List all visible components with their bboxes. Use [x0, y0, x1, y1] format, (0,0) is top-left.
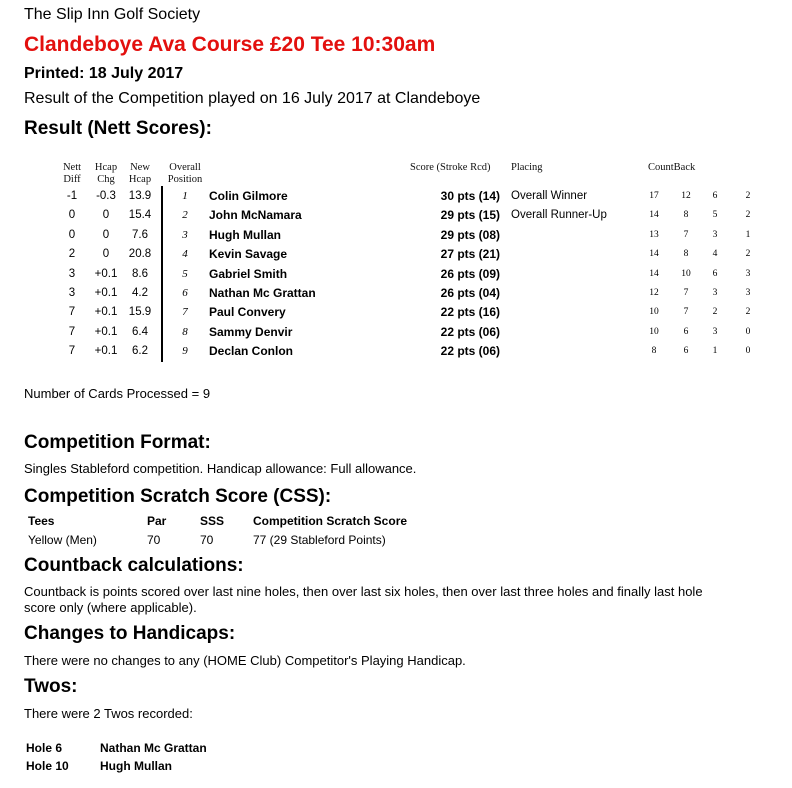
score-cell: 26 pts (09)	[440, 266, 500, 281]
player-name-cell: Colin Gilmore	[209, 189, 288, 203]
countback-cell: 6	[712, 191, 718, 201]
css-value-score: 77 (29 Stableford Points)	[253, 533, 386, 547]
countback-cell: 14	[649, 249, 659, 260]
countback-cell: 2	[745, 210, 751, 221]
css-header-sss: SSS	[200, 514, 225, 528]
countback-cell: 6	[683, 346, 689, 357]
nett-diff-cell: 3	[68, 267, 76, 280]
new-hcap-cell: 7.6	[132, 228, 148, 241]
col-header-hcap-line1: Hcap	[94, 162, 118, 173]
col-header-overall-position	[161, 162, 209, 186]
player-name-cell: Nathan Mc Grattan	[209, 286, 316, 300]
player-name-cell: Hugh Mullan	[209, 227, 281, 242]
col-header-new-line2: Hcap	[128, 174, 152, 185]
result-summary-line: Result of the Competition played on 16 July 2017 at Clandeboye	[24, 90, 481, 107]
hcap-chg-cell: 0	[102, 248, 110, 261]
nett-diff-cell: 2	[68, 248, 76, 261]
nett-diff-cell: 7	[68, 325, 76, 338]
new-hcap-cell: 15.4	[128, 209, 152, 222]
hcap-chg-cell: +0.1	[94, 267, 118, 280]
result-heading: Result (Nett Scores):	[24, 118, 212, 139]
hcap-chg-cell: +0.1	[94, 345, 118, 358]
table-row	[0, 265, 792, 284]
twos-text: There were 2 Twos recorded:	[24, 706, 193, 721]
countback-cell: 14	[649, 268, 659, 279]
nett-diff-cell: -1	[66, 190, 78, 202]
new-hcap-cell: 20.8	[128, 248, 152, 261]
twos-hole: Hole 6	[26, 741, 63, 755]
new-hcap-cell: 15.9	[128, 306, 152, 319]
col-header-nett-diff	[56, 162, 88, 186]
col-header-placing: Placing	[511, 162, 543, 173]
countback-cell: 1	[745, 229, 751, 240]
hcap-chg-cell: +0.1	[94, 325, 118, 338]
countback-cell: 10	[649, 307, 659, 318]
position-cell: 6	[182, 287, 188, 299]
countback-cell: 3	[745, 268, 751, 279]
countback-cell: 6	[712, 268, 718, 279]
placing-cell: Overall Winner	[511, 190, 588, 202]
new-hcap-cell: 4.2	[132, 287, 148, 299]
countback-cell: 17	[649, 191, 659, 201]
score-cell: 22 pts (06)	[440, 324, 500, 339]
hcap-chg-cell: 0	[102, 209, 110, 222]
countback-cell: 10	[649, 326, 659, 337]
col-header-new-line1: New	[130, 162, 150, 173]
countback-cell: 7	[683, 288, 689, 298]
col-header-new-hcap	[122, 162, 158, 186]
countback-cell: 7	[683, 229, 689, 240]
player-name-cell: Declan Conlon	[209, 344, 294, 359]
position-cell: 7	[182, 306, 188, 319]
player-name-cell: Sammy Denvir	[209, 324, 293, 339]
table-row	[0, 206, 792, 225]
css-header-par: Par	[147, 514, 167, 528]
countback-cell: 13	[649, 229, 659, 240]
hcap-chg-cell: +0.1	[94, 306, 118, 319]
countback-cell: 10	[681, 268, 691, 279]
new-hcap-cell: 6.2	[132, 345, 148, 358]
position-cell: 9	[182, 345, 188, 358]
hcap-chg-cell: -0.3	[96, 190, 116, 202]
handicaps-heading: Changes to Handicaps:	[24, 623, 236, 644]
nett-diff-cell: 0	[68, 209, 76, 222]
css-value-tees: Yellow (Men)	[28, 533, 97, 547]
table-row	[0, 245, 792, 264]
player-name-cell: Gabriel Smith	[209, 266, 288, 281]
new-hcap-cell: 8.6	[132, 267, 148, 280]
countback-cell: 8	[683, 210, 689, 221]
placing-cell: Overall Runner-Up	[511, 209, 607, 222]
css-value-sss: 70	[200, 533, 214, 547]
countback-cell: 6	[683, 326, 689, 337]
format-text: Singles Stableford competition. Handicap allowance: Full allowance.	[24, 461, 417, 476]
countback-cell: 8	[651, 346, 657, 357]
twos-heading: Twos:	[24, 676, 78, 697]
score-cell: 30 pts (14)	[440, 189, 500, 203]
countback-cell: 5	[712, 210, 718, 221]
css-value-par: 70	[147, 533, 161, 547]
css-header-score: Competition Scratch Score	[253, 514, 408, 528]
score-cell: 26 pts (04)	[440, 286, 500, 300]
position-cell: 3	[182, 228, 188, 241]
countback-cell: 2	[712, 307, 718, 318]
countback-cell: 7	[683, 307, 689, 318]
col-header-score: Score (Stroke Rcd)	[410, 162, 491, 173]
score-cell: 29 pts (08)	[440, 227, 500, 242]
new-hcap-cell: 13.9	[128, 190, 152, 202]
twos-player: Hugh Mullan	[100, 759, 172, 773]
col-header-nett-line1: Nett	[62, 162, 82, 173]
countback-cell: 3	[712, 229, 718, 240]
position-cell: 5	[182, 267, 188, 280]
new-hcap-cell: 6.4	[132, 325, 148, 338]
css-header-tees: Tees	[28, 514, 55, 528]
col-header-pos-line2: Position	[167, 174, 203, 185]
col-header-pos-line1: Overall	[169, 162, 201, 173]
countback-cell: 4	[712, 249, 718, 260]
society-name: The Slip Inn Golf Society	[24, 6, 201, 23]
table-row	[0, 284, 792, 303]
twos-player: Nathan Mc Grattan	[100, 741, 207, 755]
score-cell: 29 pts (15)	[440, 208, 500, 223]
cards-processed: Number of Cards Processed = 9	[24, 386, 211, 401]
table-row	[0, 303, 792, 322]
col-header-hcap-chg	[88, 162, 124, 186]
col-header-countback: CountBack	[648, 162, 696, 173]
nett-diff-cell: 7	[68, 306, 76, 319]
hcap-chg-cell: 0	[102, 228, 110, 241]
hcap-chg-cell: +0.1	[94, 287, 118, 299]
countback-cell: 2	[745, 307, 751, 318]
score-cell: 22 pts (06)	[440, 344, 500, 359]
countback-cell: 3	[745, 288, 751, 298]
countback-cell: 3	[712, 326, 718, 337]
nett-diff-cell: 7	[68, 345, 76, 358]
col-header-nett-line2: Diff	[63, 174, 81, 185]
countback-cell: 12	[681, 191, 691, 201]
player-name-cell: Paul Convery	[209, 305, 286, 320]
player-name-cell: John McNamara	[209, 208, 302, 223]
position-cell: 2	[182, 209, 188, 222]
countback-cell: 8	[683, 249, 689, 260]
countback-cell: 3	[712, 288, 718, 298]
countback-text-line2: score only (where applicable).	[24, 600, 197, 615]
countback-cell: 2	[745, 191, 751, 201]
score-cell: 27 pts (21)	[440, 247, 500, 262]
css-heading: Competition Scratch Score (CSS):	[24, 486, 332, 507]
printed-date: Printed: 18 July 2017	[24, 65, 184, 82]
col-header-hcap-line2: Chg	[97, 174, 115, 185]
handicaps-text: There were no changes to any (HOME Club) Competitor's Playing Handicap.	[24, 653, 466, 668]
countback-cell: 1	[712, 346, 718, 357]
countback-cell: 12	[649, 288, 659, 298]
position-cell: 8	[182, 325, 188, 338]
table-row	[0, 323, 792, 342]
format-heading: Competition Format:	[24, 432, 211, 453]
player-name-cell: Kevin Savage	[209, 247, 288, 262]
countback-cell: 0	[745, 326, 751, 337]
countback-cell: 2	[745, 249, 751, 260]
nett-diff-cell: 0	[68, 228, 76, 241]
table-row	[0, 342, 792, 361]
table-row	[0, 226, 792, 245]
competition-title: Clandeboye Ava Course £20 Tee 10:30am	[24, 33, 436, 56]
score-cell: 22 pts (16)	[440, 305, 500, 320]
countback-cell: 14	[649, 210, 659, 221]
table-row	[0, 187, 792, 206]
position-cell: 1	[182, 190, 188, 202]
position-cell: 4	[182, 248, 188, 261]
countback-heading: Countback calculations:	[24, 555, 244, 576]
countback-text-line1: Countback is points scored over last nine holes, then over last six holes, then over last three holes and finally last hole	[24, 584, 703, 599]
countback-cell: 0	[745, 346, 751, 357]
twos-hole: Hole 10	[26, 759, 69, 773]
nett-diff-cell: 3	[68, 287, 76, 299]
